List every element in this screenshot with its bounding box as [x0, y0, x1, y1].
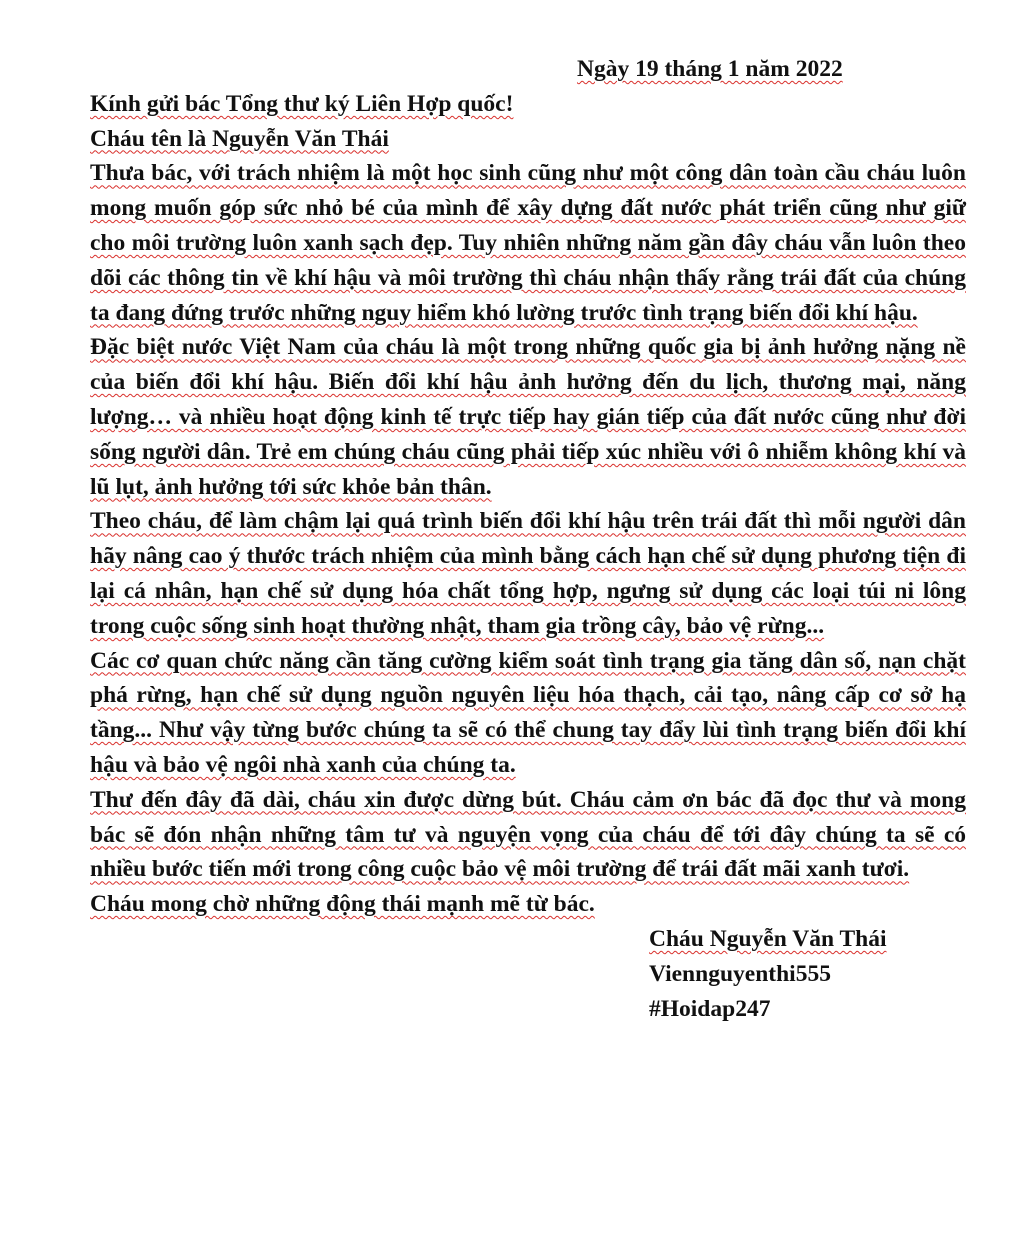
- letter-paragraph-2: [90, 330, 966, 504]
- signature-tag: #Hoidap247: [649, 995, 771, 1022]
- letter-paragraph-5-text: Thư đến đây đã dài, cháu xin được dừng bút. Cháu cảm ơn bác đã đọc thư và mong bác sẽ đón nhận những tâm tư và nguyện vọng của cháu để tới đây chúng ta sẽ có nhiều bước tiến mới trong công cuộc bảo vệ môi trường để trái đất mãi xanh tươi.: [90, 786, 966, 883]
- signature-name: [90, 922, 966, 957]
- letter-salutation: [90, 87, 966, 122]
- letter-paragraph-1: [90, 156, 966, 330]
- signature-username: Viennguyenthi555: [649, 960, 831, 987]
- letter-paragraph-5: [90, 783, 966, 887]
- letter-paragraph-3-text: Theo cháu, để làm chậm lại quá trình biến đổi khí hậu trên trái đất thì mỗi người dân hãy nâng cao ý thước trách nhiệm của mình bằng cách hạn chế sử dụng phương tiện đi lại cá nhân, hạn chế sử dụng hóa chất tổng hợp, ngưng sử dụng các loại túi ni lông trong cuộc sống sinh hoạt thường nhật, tham gia trồng cây, bảo vệ rừng...: [90, 508, 966, 639]
- letter-paragraph-3: [90, 504, 966, 643]
- letter-paragraph-2-text: Đặc biệt nước Việt Nam của cháu là một trong những quốc gia bị ảnh hưởng nặng nề của biến đổi khí hậu. Biến đổi khí hậu ảnh hưởng đến du lịch, thương mại, năng lượng… và nhiều hoạt động kinh tế trực tiếp hay gián tiếp của đất nước cũng như đời sống người dân. Trẻ em chúng cháu cũng phải tiếp xúc nhiều với ô nhiễm không khí và lũ lụt, ảnh hưởng tới sức khỏe bản thân.: [90, 334, 966, 500]
- letter-paragraph-4-text: Các cơ quan chức năng cần tăng cường kiểm soát tình trạng gia tăng dân số, nạn chặt phá rừng, hạn chế sử dụng nguồn nguyên liệu hóa thạch, cải tạo, nâng cấp cơ sở hạ tầng... Như vậy từng bước chúng ta sẽ có thể chung tay đẩy lùi tình trạng biến đổi khí hậu và bảo vệ ngôi nhà xanh của chúng ta.: [90, 647, 966, 778]
- letter-intro: [90, 122, 966, 157]
- signature-name-text: Cháu Nguyễn Văn Thái: [649, 925, 887, 952]
- letter-closing-line-text: Cháu mong chờ những động thái mạnh mẽ từ bác.: [90, 891, 595, 918]
- letter-paragraph-1-text: Thưa bác, với trách nhiệm là một học sinh cũng như một công dân toàn cầu cháu luôn mong muốn góp sức nhỏ bé của mình để xây dựng đất nước phát triển cũng như giữ cho môi trường luôn xanh sạch đẹp. Tuy nhiên những năm gần đây cháu vẫn luôn theo dõi các thông tin về khí hậu và môi trường thì cháu nhận thấy rằng trái đất của chúng ta đang đứng trước những nguy hiểm khó lường trước tình trạng biến đổi khí hậu.: [90, 160, 966, 326]
- letter-paragraph-4: [90, 644, 966, 783]
- letter-intro-text: Cháu tên là Nguyễn Văn Thái: [90, 125, 389, 152]
- letter-date-text: Ngày 19 tháng 1 năm 2022: [577, 56, 843, 82]
- letter-closing-line: [90, 887, 966, 922]
- letter-page: [90, 52, 966, 1026]
- letter-salutation-text: Kính gửi bác Tổng thư ký Liên Hợp quốc!: [90, 90, 514, 117]
- letter-date: [90, 52, 966, 87]
